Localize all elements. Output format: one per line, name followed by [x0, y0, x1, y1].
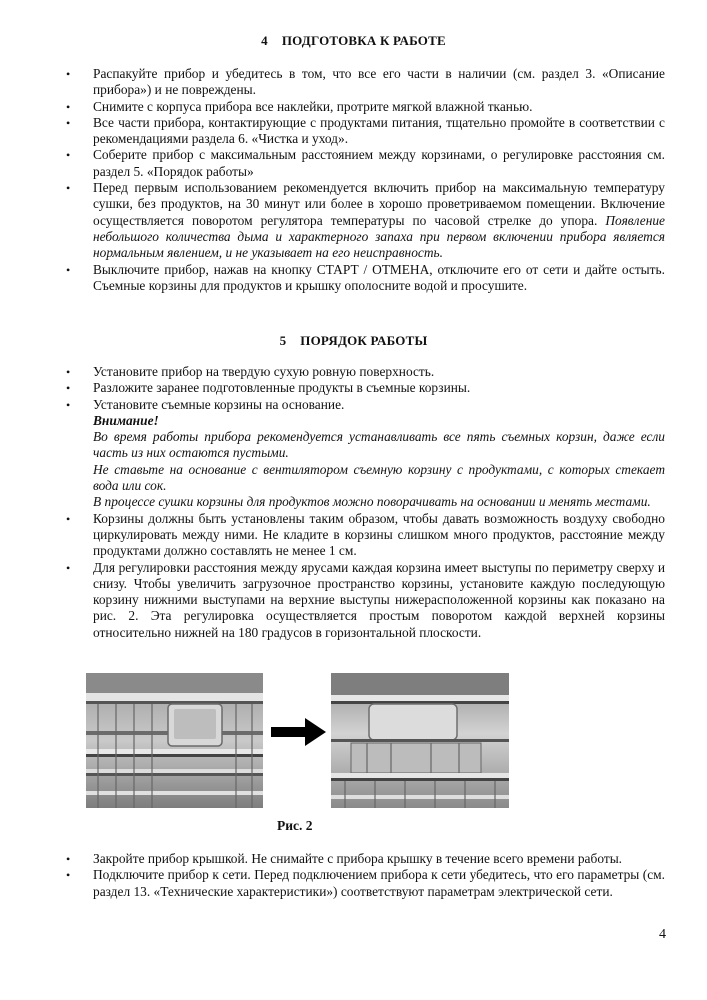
bullet-icon: •: [66, 381, 71, 396]
attention-line: Во время работы прибора рекомендуется устанавливать все пять съемных корзин, даже если часть из них остаются пустыми.: [93, 429, 665, 461]
bullet-icon: •: [66, 560, 71, 575]
list-item: • Соберите прибор с максимальным расстоянием между корзинами, о регулировке расстояния см. раздел 5. «Порядок работы»: [66, 147, 665, 179]
list-item: • Подключите прибор к сети. Перед подключением прибора к сети убедитесь, что его параметры (см. раздел 13. «Технические характеристики») соответствуют параметрам электрической сети.: [66, 867, 665, 899]
list-item: • Распакуйте прибор и убедитесь в том, что все его части в наличии (см. раздел 3. «Описание прибора») и не повреждены.: [66, 66, 665, 98]
section-5-list-continued: [0, 851, 707, 900]
list-item: • Снимите с корпуса прибора все наклейки, протрите мягкой влажной тканью.: [66, 98, 533, 114]
list-item: • Закройте прибор крышкой. Не снимайте с прибора крышку в течение всего времени работы.: [66, 851, 623, 866]
arrow-right-icon: [271, 718, 326, 746]
list-item: • Выключите прибор, нажав на кнопку СТАРТ / ОТМЕНА, отключите его от сети и дайте остыть. Съемные корзины для продуктов и крышку ополосните водой и просушите.: [66, 261, 665, 293]
section-4-heading: [0, 33, 707, 49]
attention-line: В процессе сушки корзины для продуктов можно поворачивать на основании и менять местами.: [93, 494, 651, 510]
figure-caption: Рис. 2: [277, 818, 313, 833]
bullet-icon: •: [66, 511, 71, 526]
list-item: • Разложите заранее подготовленные продукты в съемные корзины.: [66, 380, 471, 396]
bullet-icon: •: [66, 262, 71, 277]
section-5-heading: [0, 333, 707, 349]
bullet-icon: •: [66, 181, 71, 196]
list-item: • Установите прибор на твердую сухую ровную поверхность.: [66, 364, 435, 379]
section-4-list: [0, 66, 707, 294]
bullet-icon: •: [66, 852, 71, 866]
list-item: • Установите съемные корзины на основание. Внимание! Во время работы прибора рекомендуется устанавливать все пять съемных корзин, даже если часть из них остаются пустыми. Не ставьте на основание с вентилятором съемную корзину с продуктами, с которых стекает вода или сок. В процессе сушки корзины для продуктов можно поворачивать на основании и менять местами.: [66, 396, 665, 510]
attention-title: Внимание!: [93, 412, 159, 428]
first-use-note: Появление небольшого количества дыма и характерного запаха при первом включении прибора является нормальным явлением, и не указывает на его неисправность.: [93, 212, 665, 261]
bullet-icon: •: [66, 99, 71, 114]
list-item: • Корзины должны быть установлены таким образом, чтобы давать возможность воздуху свободно циркулировать между ними. Не кладите в корзины слишком много продуктов, расстояние между продуктами должно составлять не менее 1 см.: [66, 510, 665, 559]
list-item: • Перед первым использованием рекомендуется включить прибор на максимальную температуру сушки, без продуктов, на 30 минут или более в хорошо проветриваемом помещении. Включение осуществляется поворотом регулятора температуры по часовой стрелке до упора. Появление небольшого количества дыма и характерного запаха при первом включении прибора является нормальным явлением, и не указывает на его неисправность.: [66, 180, 665, 261]
basket-photo-before: [86, 673, 263, 808]
bullet-icon: •: [66, 365, 71, 379]
bullet-icon: •: [66, 115, 71, 130]
section-4-title: ПОДГОТОВКА К РАБОТЕ: [281, 33, 446, 48]
attention-line: Не ставьте на основание с вентилятором съемную корзину с продуктами, с которых стекает вода или сок.: [93, 461, 665, 494]
list-item: • Все части прибора, контактирующие с продуктами питания, тщательно промойте в соответствии с рекомендациями раздела 6. «Чистка и уход».: [66, 114, 665, 147]
bullet-icon: •: [66, 868, 71, 883]
bullet-icon: •: [66, 67, 71, 81]
section-5-number: 5: [279, 333, 287, 348]
basket-photo-after: [331, 673, 509, 808]
bullet-icon: •: [66, 397, 71, 412]
bullet-icon: •: [66, 148, 71, 163]
page-number: 4: [659, 927, 666, 942]
section-5-list: [0, 364, 707, 641]
section-5-title: ПОРЯДОК РАБОТЫ: [300, 333, 428, 348]
section-4-number: 4: [261, 33, 268, 48]
list-item: • Для регулировки расстояния между ярусами каждая корзина имеет выступы по периметру сверху и снизу. Чтобы увеличить загрузочное пространство корзины, установите каждую последующую корзину нижними выступами на верхние выступы нижерасположенной корзины как показано на рис. 2. Эта регулировка осуществляется простым поворотом каждой верхней корзины относительно нижней на 180 градусов в горизонтальной плоскости.: [66, 559, 665, 640]
